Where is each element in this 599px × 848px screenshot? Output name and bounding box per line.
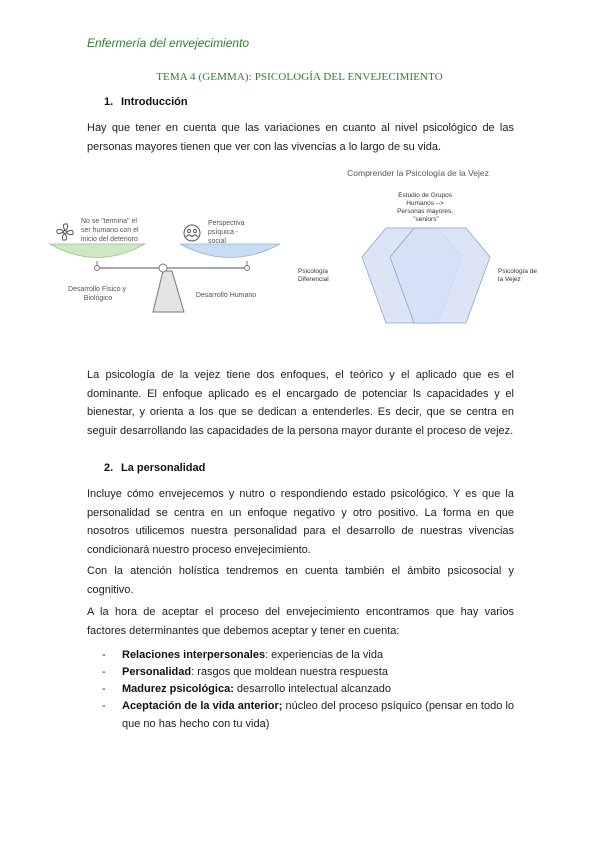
right-pan-text-lines: Perspectiva psíquica - social — [208, 220, 245, 245]
personalidad-paragraph-1: Incluye cómo envejecemos y nutro o respondiendo estado psicológico. Y es que la personalidad se centra en un enfoque negativo y otro positivo. La forma en que nosotros utilicemos nuestra personalidad para el desarrollo de nuestras vivencias condicionará nuestro proceso envejecimiento. — [87, 488, 514, 556]
left-pan-text-lines: No se "termina" el ser humano con el inicio del deterioro — [81, 218, 139, 243]
balance-figure — [40, 205, 280, 335]
intro-paragraph: Hay que tener en cuenta que las variaciones en cuanto al nivel psicológico de las personas mayores tienen que ver con las vivencias a lo largo de su vida. — [87, 122, 514, 153]
left-pan — [50, 244, 145, 258]
venn-top-label: Estudio de Grupos Humanos --> Personas mayores, "seniors" — [397, 192, 454, 223]
section-heading-text: La personalidad — [121, 462, 206, 474]
venn-figure — [290, 163, 570, 348]
bullet-dash: - — [102, 683, 106, 695]
fan-icon — [57, 224, 73, 240]
factor-term: Aceptación de la vida anterior; — [122, 700, 283, 712]
factor-desc: núcleo del proceso psíquico (pensar en todo lo que no has hecho con tu vida) — [122, 700, 514, 730]
section-heading-text: Introducción — [121, 96, 188, 108]
venn-left-label: Psicología Diferencial — [298, 268, 329, 283]
section-heading-personalidad — [104, 462, 205, 474]
left-balance-label: Desarrollo Físico y Biológico — [68, 286, 127, 302]
section-number: 1. — [104, 96, 114, 108]
bullet-dash: - — [102, 666, 106, 678]
venn-title: Comprender la Psicología de la Vejez — [347, 168, 489, 178]
factor-term: Madurez psicológica: — [122, 683, 234, 695]
running-header: Enfermería del envejecimiento — [87, 36, 250, 50]
factor-term: Relaciones interpersonales — [122, 649, 266, 661]
factor-desc: : experiencias de la vida — [265, 649, 384, 661]
factor-term: Personalidad — [122, 666, 192, 678]
personalidad-paragraph-2: Con la atención holística tendremos en cuenta también el ámbito psicosocial y cognitivo. — [87, 565, 514, 596]
right-pan — [180, 244, 280, 258]
bullet-dash: - — [102, 700, 106, 712]
vejez-paragraph: La psicología de la vejez tiene dos enfoques, el teórico y el aplicado que es el dominante. El enfoque aplicado es el encargado de potenciar ls capacidades y el bienestar, y orienta a los que se dedican a entenderles. Es decir, que se centra en seguir desarrollando las capacidades de la persona mayor durante el proceso de vejez. — [87, 369, 514, 437]
left-pivot — [95, 266, 100, 271]
balance-top-knob — [159, 264, 167, 272]
document-title: TEMA 4 (GEMMA): PSICOLOGÍA DEL ENVEJECIMIENTO — [156, 71, 443, 83]
factor-desc: : rasgos que moldean nuestra respuesta — [191, 666, 388, 678]
group-icon — [184, 225, 200, 241]
personalidad-paragraph-3: A la hora de aceptar el proceso del envejecimiento encontramos que hay varios factores determinantes que debemos aceptar y tener en cuenta: — [87, 606, 514, 637]
section-number: 2. — [104, 462, 114, 474]
venn-right-label: Psicología de la Vejez — [498, 268, 538, 283]
right-pivot — [245, 266, 250, 271]
right-balance-label: Desarrollo Humano — [195, 292, 257, 299]
balance-base — [153, 271, 184, 312]
section-heading-introduccion — [104, 96, 188, 108]
factor-desc: desarrollo intelectual alcanzado — [233, 683, 392, 695]
bullet-dash: - — [102, 649, 106, 661]
